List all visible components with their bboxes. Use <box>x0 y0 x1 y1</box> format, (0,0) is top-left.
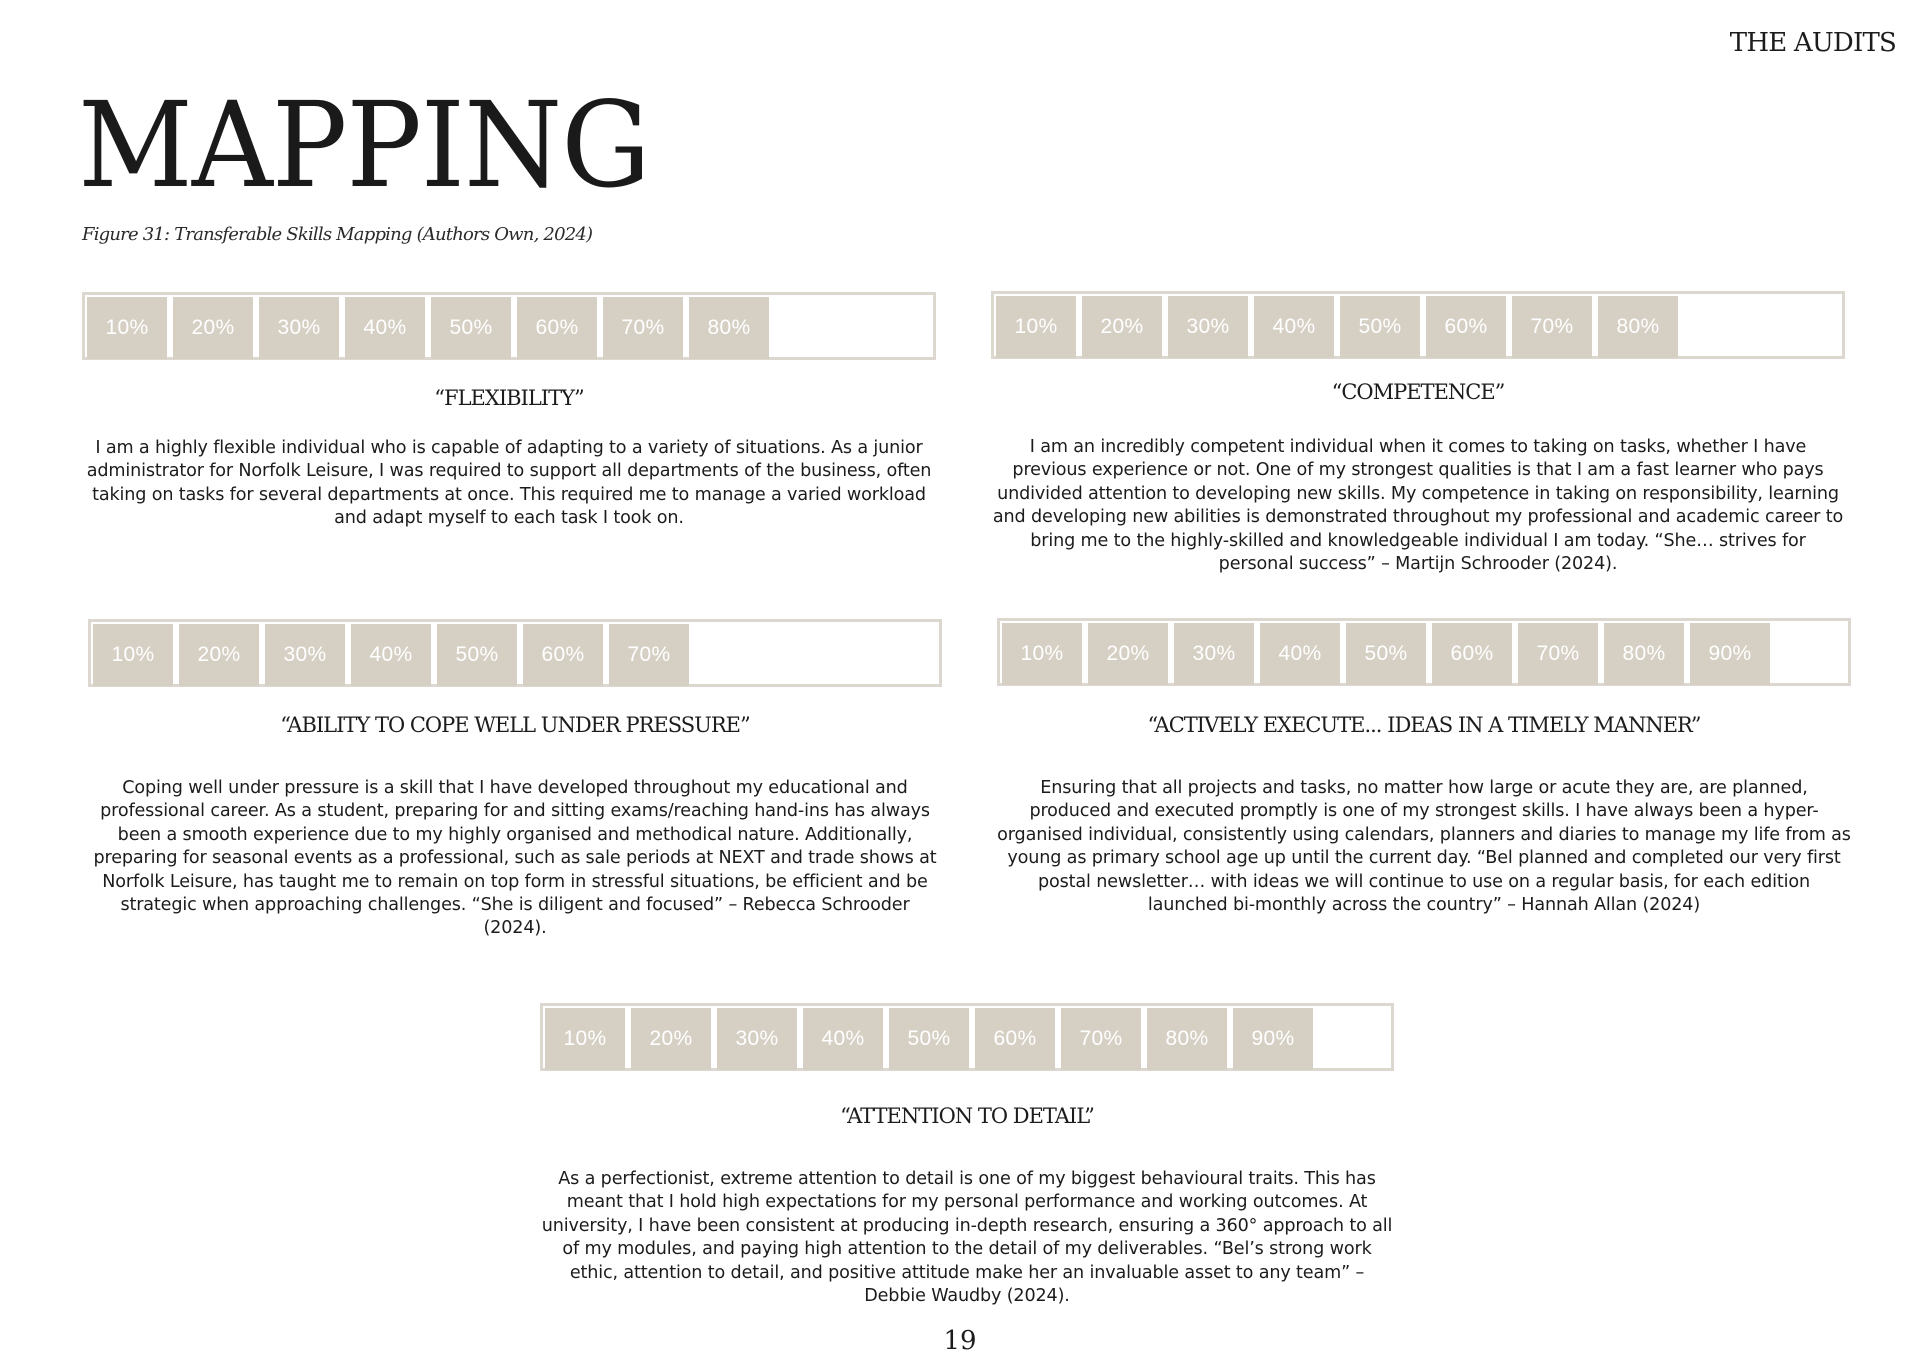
level-cell: 40% <box>1260 623 1340 685</box>
skill-pressure <box>88 619 942 941</box>
skill-title: “COMPETENCE” <box>1331 380 1505 404</box>
level-cell: 10% <box>996 296 1076 358</box>
skill-description: As a perfectionist, extreme attention to detail is one of my biggest behavioural traits. This has meant that I hold high expectations for my personal performance and working outcomes. At university, I have been consistent at producing in-depth research, ensuring a 360° approach to all of my modules, and paying high attention to the detail of my deliverables. “Bel’s strong work ethic, attention to detail, and positive attitude make her an invaluable asset to any team” – Debbie Waudby (2024). <box>541 1169 1393 1307</box>
level-cell: 80% <box>1598 296 1678 358</box>
level-cell: 80% <box>1147 1008 1227 1070</box>
level-cell: 10% <box>1002 623 1082 685</box>
level-cells <box>545 1008 1319 1070</box>
level-cell: 70% <box>1061 1008 1141 1070</box>
section-label: THE AUDITS <box>1729 28 1896 58</box>
skill-level-bar <box>997 618 1851 686</box>
level-cell: 60% <box>517 297 597 359</box>
level-cell: 20% <box>1088 623 1168 685</box>
level-cell: 80% <box>689 297 769 359</box>
skill-title: “ATTENTION TO DETAIL” <box>840 1104 1094 1128</box>
page-number: 19 <box>943 1326 977 1356</box>
level-cell: 40% <box>345 297 425 359</box>
level-cell: 50% <box>889 1008 969 1070</box>
level-cell: 20% <box>173 297 253 359</box>
level-cell: 50% <box>431 297 511 359</box>
skill-level-bar <box>88 619 942 687</box>
level-cells <box>1002 623 1776 685</box>
figure-caption: Figure 31: Transferable Skills Mapping (Authors Own, 2024) <box>82 224 593 245</box>
level-cell: 30% <box>265 624 345 686</box>
level-cell: 30% <box>717 1008 797 1070</box>
level-cell: 70% <box>1518 623 1598 685</box>
level-cell: 40% <box>1254 296 1334 358</box>
skill-execute <box>997 618 1851 917</box>
level-cell: 30% <box>259 297 339 359</box>
level-cell: 20% <box>1082 296 1162 358</box>
skill-description: Ensuring that all projects and tasks, no matter how large or acute they are, are planned, produced and executed promptly is one of my strongest skills. I have always been a hyper-organised individual, consistently using calendars, planners and diaries to manage my life from as young as primary school age up until the current day. “Bel planned and completed our very first postal newsletter… with ideas we will continue to use on a regular basis, for each edition launched bi-monthly across the country” – Hannah Allan (2024) <box>997 778 1851 916</box>
level-cell: 60% <box>975 1008 1055 1070</box>
level-cell: 60% <box>523 624 603 686</box>
skill-flexibility <box>82 292 936 531</box>
level-cell: 40% <box>351 624 431 686</box>
level-cell: 50% <box>1340 296 1420 358</box>
level-cell: 80% <box>1604 623 1684 685</box>
level-cell: 50% <box>437 624 517 686</box>
skill-title: “ACTIVELY EXECUTE... IDEAS IN A TIMELY MANNER” <box>1147 713 1701 737</box>
level-cell: 30% <box>1174 623 1254 685</box>
page-title: MAPPING <box>78 76 650 214</box>
skill-description: I am an incredibly competent individual when it comes to taking on tasks, whether I have previous experience or not. One of my strongest qualities is that I am a fast learner who pays undivided attention to developing new skills. My competence in taking on responsibility, learning and developing new abilities is demonstrated throughout my professional and academic career to bring me to the highly-skilled and knowledgeable individual I am today. “She… strives for personal success” – Martijn Schrooder (2024). <box>992 437 1844 575</box>
level-cell: 60% <box>1426 296 1506 358</box>
skill-level-bar <box>82 292 936 360</box>
level-cells <box>87 297 775 359</box>
level-cell: 10% <box>87 297 167 359</box>
level-cell: 60% <box>1432 623 1512 685</box>
level-cell: 10% <box>93 624 173 686</box>
level-cell: 90% <box>1233 1008 1313 1070</box>
level-cell: 40% <box>803 1008 883 1070</box>
level-cell: 70% <box>603 297 683 359</box>
skill-title: “FLEXIBILITY” <box>434 386 584 410</box>
skill-attention-to-detail <box>540 1003 1394 1308</box>
level-cell: 20% <box>631 1008 711 1070</box>
skill-title: “ABILITY TO COPE WELL UNDER PRESSURE” <box>280 713 750 737</box>
level-cell: 30% <box>1168 296 1248 358</box>
level-cell: 20% <box>179 624 259 686</box>
skill-level-bar <box>991 291 1845 359</box>
level-cells <box>93 624 695 686</box>
skill-description: I am a highly flexible individual who is capable of adapting to a variety of situations. As a junior administrator for Norfolk Leisure, I was required to support all departments of the business, often taking on tasks for several departments at once. This required me to manage a varied workload and adapt myself to each task I took on. <box>86 438 932 529</box>
level-cell: 70% <box>1512 296 1592 358</box>
skill-competence <box>991 291 1845 576</box>
level-cell: 50% <box>1346 623 1426 685</box>
level-cells <box>996 296 1684 358</box>
level-cell: 70% <box>609 624 689 686</box>
level-cell: 90% <box>1690 623 1770 685</box>
skill-description: Coping well under pressure is a skill that I have developed throughout my educational and professional career. As a student, preparing for and sitting exams/reaching hand-ins has always been a smooth experience due to my highly organised and methodical nature. Additionally, preparing for seasonal events as a professional, such as sale periods at NEXT and trade shows at Norfolk Leisure, has taught me to remain on top form in stressful situations, be efficient and be strategic when approaching challenges. “She is diligent and focused” – Rebecca Schrooder (2024). <box>93 778 937 939</box>
level-cell: 10% <box>545 1008 625 1070</box>
skill-level-bar <box>540 1003 1394 1071</box>
